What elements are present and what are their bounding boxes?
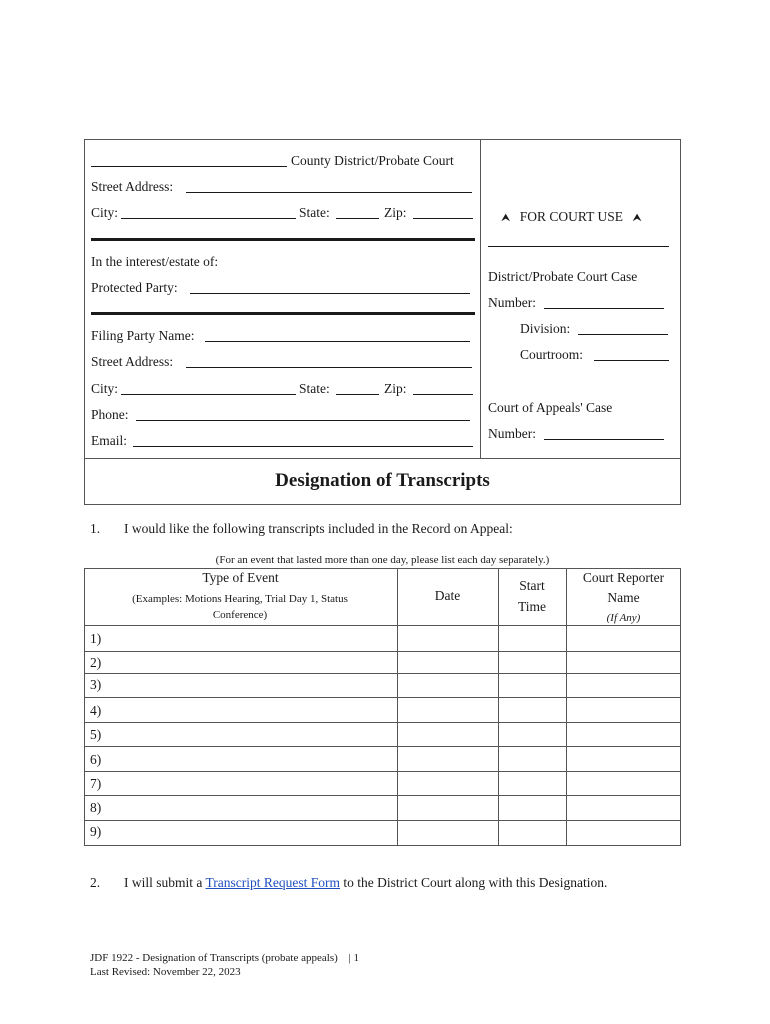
col-court-reporter-sub: (If Any) — [606, 612, 641, 624]
footer-line1: JDF 1922 - Designation of Transcripts (probate appeals) — [90, 952, 338, 964]
protected-party-label: Protected Party: — [91, 280, 178, 295]
street-address-label: Street Address: — [91, 179, 174, 194]
city2-field[interactable] — [121, 394, 296, 395]
case-number-field[interactable] — [544, 308, 664, 309]
street-address2-label: Street Address: — [91, 354, 174, 369]
table-row-line — [84, 795, 681, 796]
table-row-number: 2) — [90, 655, 102, 670]
table-row-number: 7) — [90, 776, 102, 791]
table-row-number: 3) — [90, 677, 102, 692]
table-row-line — [84, 651, 681, 652]
caption-thick-rule-2 — [91, 312, 475, 315]
appeals-case-field[interactable] — [544, 439, 664, 440]
interest-label: In the interest/estate of: — [91, 254, 219, 269]
arrow-up-icon: ⮝ — [632, 212, 642, 224]
col-court-reporter-l2: Name — [607, 590, 640, 605]
table-row-line — [84, 771, 681, 772]
courtroom-label: Courtroom: — [520, 347, 583, 362]
col-start-time-l1: Start — [519, 578, 545, 593]
item1-number: 1. — [90, 521, 101, 536]
table-row-line — [84, 820, 681, 821]
phone-field[interactable] — [136, 420, 470, 421]
table-col-divider-1 — [397, 568, 398, 846]
table-row-number: 1) — [90, 631, 102, 646]
case-number-label-line2: Number: — [488, 295, 536, 310]
table-col-divider-3 — [566, 568, 567, 846]
table-row-number: 5) — [90, 727, 102, 742]
street-address2-field[interactable] — [186, 367, 472, 368]
court-use-rule — [488, 246, 669, 247]
courtroom-field[interactable] — [594, 360, 669, 361]
item1-text: I would like the following transcripts included in the Record on Appeal: — [124, 521, 513, 536]
item2-sentence — [124, 875, 607, 891]
table-row-number: 8) — [90, 800, 102, 815]
phone-label: Phone: — [91, 407, 129, 422]
filing-party-field[interactable] — [205, 341, 470, 342]
table-row-line — [84, 722, 681, 723]
item1-note: (For an event that lasted more than one day, please list each day separately.) — [215, 554, 550, 566]
city-field[interactable] — [121, 218, 296, 219]
protected-party-field[interactable] — [190, 293, 470, 294]
caption-thick-rule-1 — [91, 238, 475, 241]
item2-text-after: to the District Court along with this Designation. — [343, 875, 608, 890]
city-label: City: — [91, 205, 119, 220]
zip-label: Zip: — [384, 205, 407, 220]
footer-page-number: | 1 — [348, 952, 359, 964]
email-field[interactable] — [133, 446, 473, 447]
appeals-case-label-line1: Court of Appeals' Case — [488, 400, 613, 415]
col-start-time-l2: Time — [517, 599, 546, 614]
division-field[interactable] — [578, 334, 668, 335]
item2-text-before: I will submit a — [124, 875, 203, 890]
table-row-number: 6) — [90, 752, 102, 767]
col-date-title: Date — [434, 588, 461, 603]
table-row-line — [84, 746, 681, 747]
state2-field[interactable] — [336, 394, 379, 395]
arrow-up-icon: ⮝ — [501, 212, 511, 224]
division-label: Division: — [520, 321, 571, 336]
court-use-heading — [501, 209, 642, 226]
street-address-field[interactable] — [186, 192, 472, 193]
table-row-number: 9) — [90, 824, 102, 839]
state-label: State: — [299, 205, 330, 220]
caption-divider — [480, 139, 481, 459]
county-suffix-label: County District/Probate Court — [291, 153, 454, 168]
court-use-heading-text: FOR COURT USE — [519, 209, 623, 224]
document-title: Designation of Transcripts — [275, 470, 490, 491]
col-type-of-event-title: Type of Event — [202, 570, 279, 585]
col-court-reporter-l1: Court Reporter — [582, 570, 665, 585]
footer-revised: Last Revised: November 22, 2023 — [90, 966, 241, 978]
table-row-line — [84, 697, 681, 698]
footer-form-id — [90, 951, 359, 965]
zip2-label: Zip: — [384, 381, 407, 396]
county-field-line[interactable] — [91, 166, 287, 167]
zip-field[interactable] — [413, 218, 473, 219]
state2-label: State: — [299, 381, 330, 396]
table-header-divider — [84, 625, 681, 626]
city2-label: City: — [91, 381, 119, 396]
appeals-case-label-line2: Number: — [488, 426, 536, 441]
state-field[interactable] — [336, 218, 379, 219]
item2-number: 2. — [90, 875, 101, 890]
case-number-label-line1: District/Probate Court Case — [488, 269, 638, 284]
filing-party-label: Filing Party Name: — [91, 328, 195, 343]
table-row-line — [84, 673, 681, 674]
col-type-of-event-sub: (Examples: Motions Hearing, Trial Day 1, Status Conference) — [132, 593, 348, 621]
zip2-field[interactable] — [413, 394, 473, 395]
table-row-number: 4) — [90, 703, 102, 718]
email-label: Email: — [91, 433, 127, 448]
transcript-request-form-link[interactable]: Transcript Request Form — [205, 875, 341, 890]
